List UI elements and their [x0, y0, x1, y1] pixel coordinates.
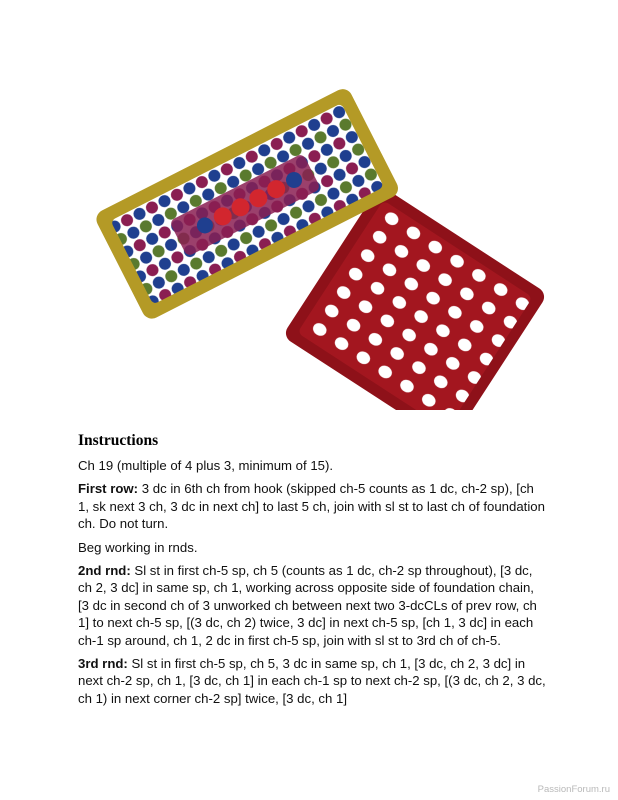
- rounds-note-paragraph: Beg working in rnds.: [78, 539, 198, 555]
- instructions-heading: Instructions: [78, 432, 159, 449]
- first-row-paragraph: First row: 3 dc in 6th ch from hook (skipped ch-5 counts as 1 dc, ch-2 sp), [ch 1, sk next 3 ch, 3 dc in next ch] to last 5 ch, join with sl st to last ch of foundation ch. Do not turn.: [78, 481, 545, 532]
- second-round-label: 2nd rnd:: [78, 563, 131, 579]
- third-round-paragraph: 3rd rnd: Sl st in first ch-5 sp, ch 5, 3 dc in same sp, ch 1, [3 dc, ch 2, 3 dc] in next ch-2 sp, ch 1, [3 dc, ch 1] in each ch-1 sp to next ch-2 sp, [(3 dc, ch 2, 3 dc, ch 1) in next corner ch-2 sp] twice, [3 dc, ch 1]: [78, 656, 546, 706]
- crochet-swatches-photo: [70, 60, 550, 410]
- second-round-paragraph: 2nd rnd: Sl st in first ch-5 sp, ch 5 (counts as 1 dc, ch-2 sp throughout), [3 dc, ch 2, 3 dc] in same sp, ch 1, working across opposite side of foundation chain, [3 dc in second ch of 3 unworked ch between next two 3-dcCLs of prev row, ch 1] to next ch-5 sp, [(3 dc, ch 2) twice, 3 dc] in next ch-5 sp, [ch 1, 3 dc] in each ch-1 sp around, ch 1, 2 dc in first ch-5 sp, join with sl st to 3rd ch of ch-5.: [78, 563, 537, 648]
- foundation-chain-paragraph: Ch 19 (multiple of 4 plus 3, minimum of 15).: [78, 458, 334, 473]
- third-round-label: 3rd rnd:: [78, 656, 128, 672]
- watermark: PassionForum.ru: [537, 784, 610, 795]
- first-row-label: First row:: [78, 481, 139, 497]
- instructions-section: [78, 432, 548, 713]
